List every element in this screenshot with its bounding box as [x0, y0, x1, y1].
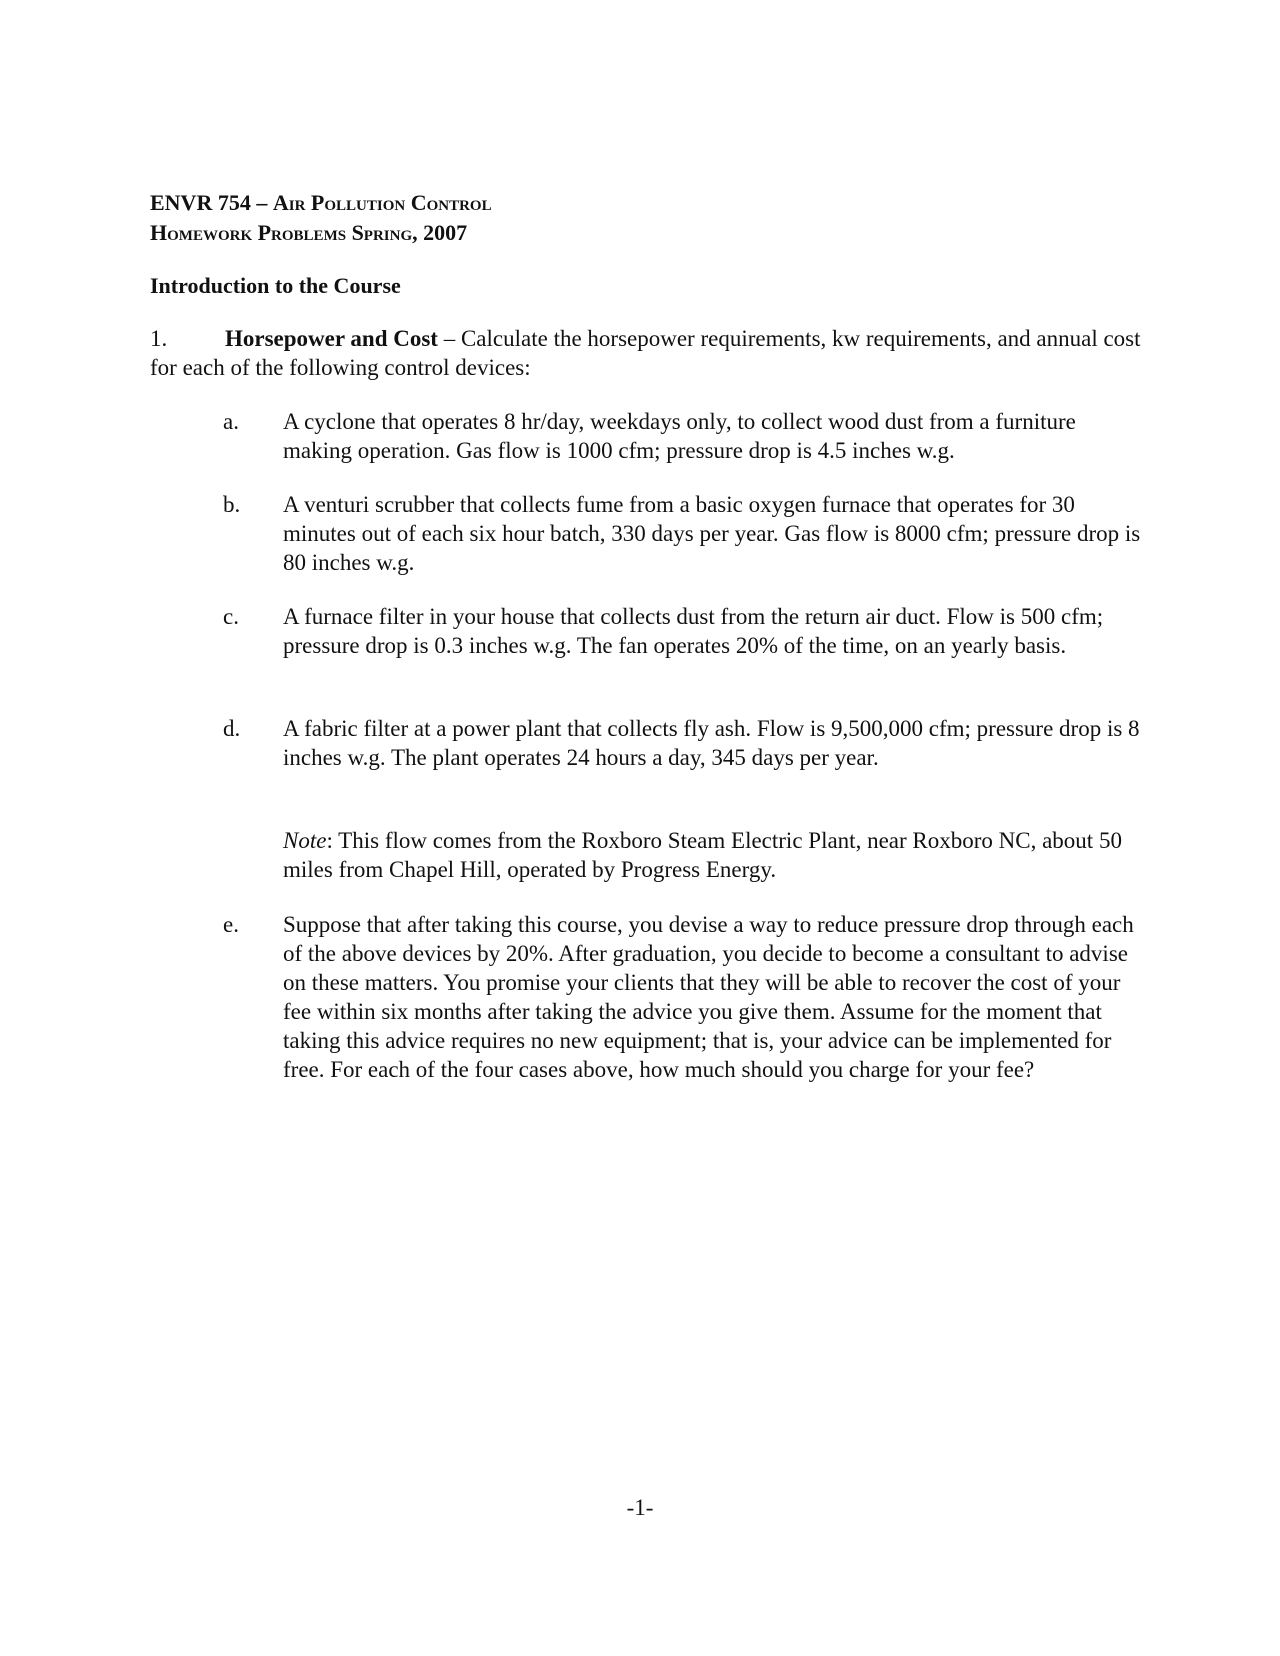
list-item: [223, 602, 1143, 660]
problem-text: Calculate the horsepower requirements, kw requirements, and annual cost for each of the following control devices:: [150, 326, 1141, 380]
problem-number: 1.: [150, 326, 168, 351]
note-paragraph: [283, 826, 1143, 884]
homework-subtitle: Homework Problems Spring: [150, 220, 413, 245]
homework-year: , 2007: [412, 220, 468, 245]
course-code: ENVR 754 –: [150, 190, 273, 215]
item-text: A fabric filter at a power plant that collects fly ash. Flow is 9,500,000 cfm; pressure drop is 8 inches w.g. The plant operates 24 hours a day, 345 days per year.: [283, 716, 1140, 770]
course-name: Air Pollution Control: [272, 190, 492, 215]
item-label: a.: [223, 409, 239, 434]
item-label: c.: [223, 604, 239, 629]
homework-heading: [150, 218, 467, 248]
problem-dash: –: [437, 326, 461, 351]
list-item: [223, 490, 1143, 577]
list-item: [223, 910, 1143, 1084]
list-item: [223, 407, 1143, 465]
note-label: Note: [283, 828, 327, 853]
problem-1: [150, 324, 1150, 382]
list-item: [223, 714, 1143, 772]
item-text: A furnace filter in your house that collects dust from the return air duct. Flow is 500 cfm; pressure drop is 0.3 inches w.g. The fan operates 20% of the time, on an yearly basis.: [283, 604, 1104, 658]
item-label: e.: [223, 912, 239, 937]
item-text: Suppose that after taking this course, you devise a way to reduce pressure drop through each of the above devices by 20%. After graduation, you decide to become a consultant to advise on these matters. You promise your clients that they will be able to recover the cost of your fee within six months after taking the advice you give them. Assume for the moment that taking this advice requires no new equipment; that is, your advice can be implemented for free. For each of the four cases above, how much should you charge for your fee?: [283, 912, 1134, 1082]
item-label: b.: [223, 492, 241, 517]
course-heading: [150, 188, 492, 218]
item-text: A cyclone that operates 8 hr/day, weekdays only, to collect wood dust from a furniture making operation. Gas flow is 1000 cfm; pressure drop is 4.5 inches w.g.: [283, 409, 1076, 463]
note-text: : This flow comes from the Roxboro Steam Electric Plant, near Roxboro NC, about 50 miles from Chapel Hill, operated by Progress Energy.: [283, 828, 1122, 882]
section-title: Introduction to the Course: [150, 273, 401, 298]
item-label: d.: [223, 716, 241, 741]
problem-title: Horsepower and Cost: [225, 326, 438, 351]
page-number: -1-: [626, 1495, 654, 1520]
item-text: A venturi scrubber that collects fume from a basic oxygen furnace that operates for 30 minutes out of each six hour batch, 330 days per year. Gas flow is 8000 cfm; pressure drop is 80 inches w.g.: [283, 492, 1141, 575]
